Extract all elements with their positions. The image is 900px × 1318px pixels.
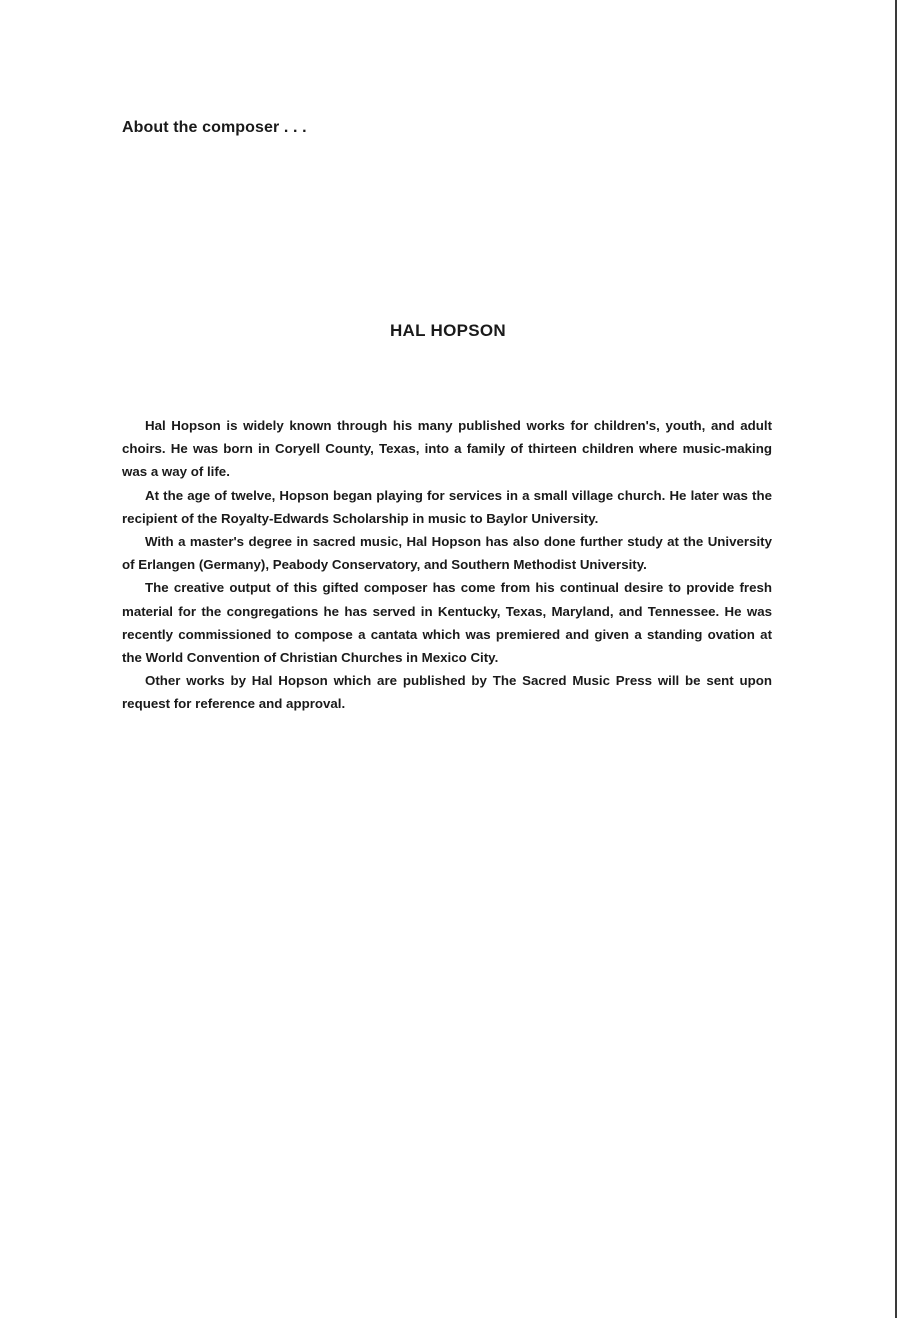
section-heading: About the composer . . . bbox=[122, 119, 307, 136]
composer-name-title: HAL HOPSON bbox=[389, 321, 507, 340]
bio-paragraph: With a master's degree in sacred music, Hal Hopson has also done further study at the University of Erlangen (Germany), Peabody Conservatory, and Southern Methodist University. bbox=[122, 534, 772, 573]
bio-paragraph: Hal Hopson is widely known through his many published works for children's, youth, and adult choirs. He was born in Coryell County, Texas, into a family of thirteen children where music-making was a way of life. bbox=[122, 418, 772, 480]
bio-paragraph: At the age of twelve, Hopson began playing for services in a small village church. He later was the recipient of the Royalty-Edwards Scholarship in music to Baylor University. bbox=[122, 487, 772, 526]
bio-paragraph: The creative output of this gifted composer has come from his continual desire to provide fresh material for the congregations he has served in Kentucky, Texas, Maryland, and Tennessee. He was recently commissioned to compose a cantata which was premiered and given a standing ovation at the World Convention of Christian Churches in Mexico City. bbox=[122, 580, 772, 666]
page-edge-line bbox=[895, 0, 897, 1318]
biography-body bbox=[122, 414, 772, 716]
bio-paragraph: Other works by Hal Hopson which are published by The Sacred Music Press will be sent upon request for reference and approval. bbox=[122, 673, 772, 712]
